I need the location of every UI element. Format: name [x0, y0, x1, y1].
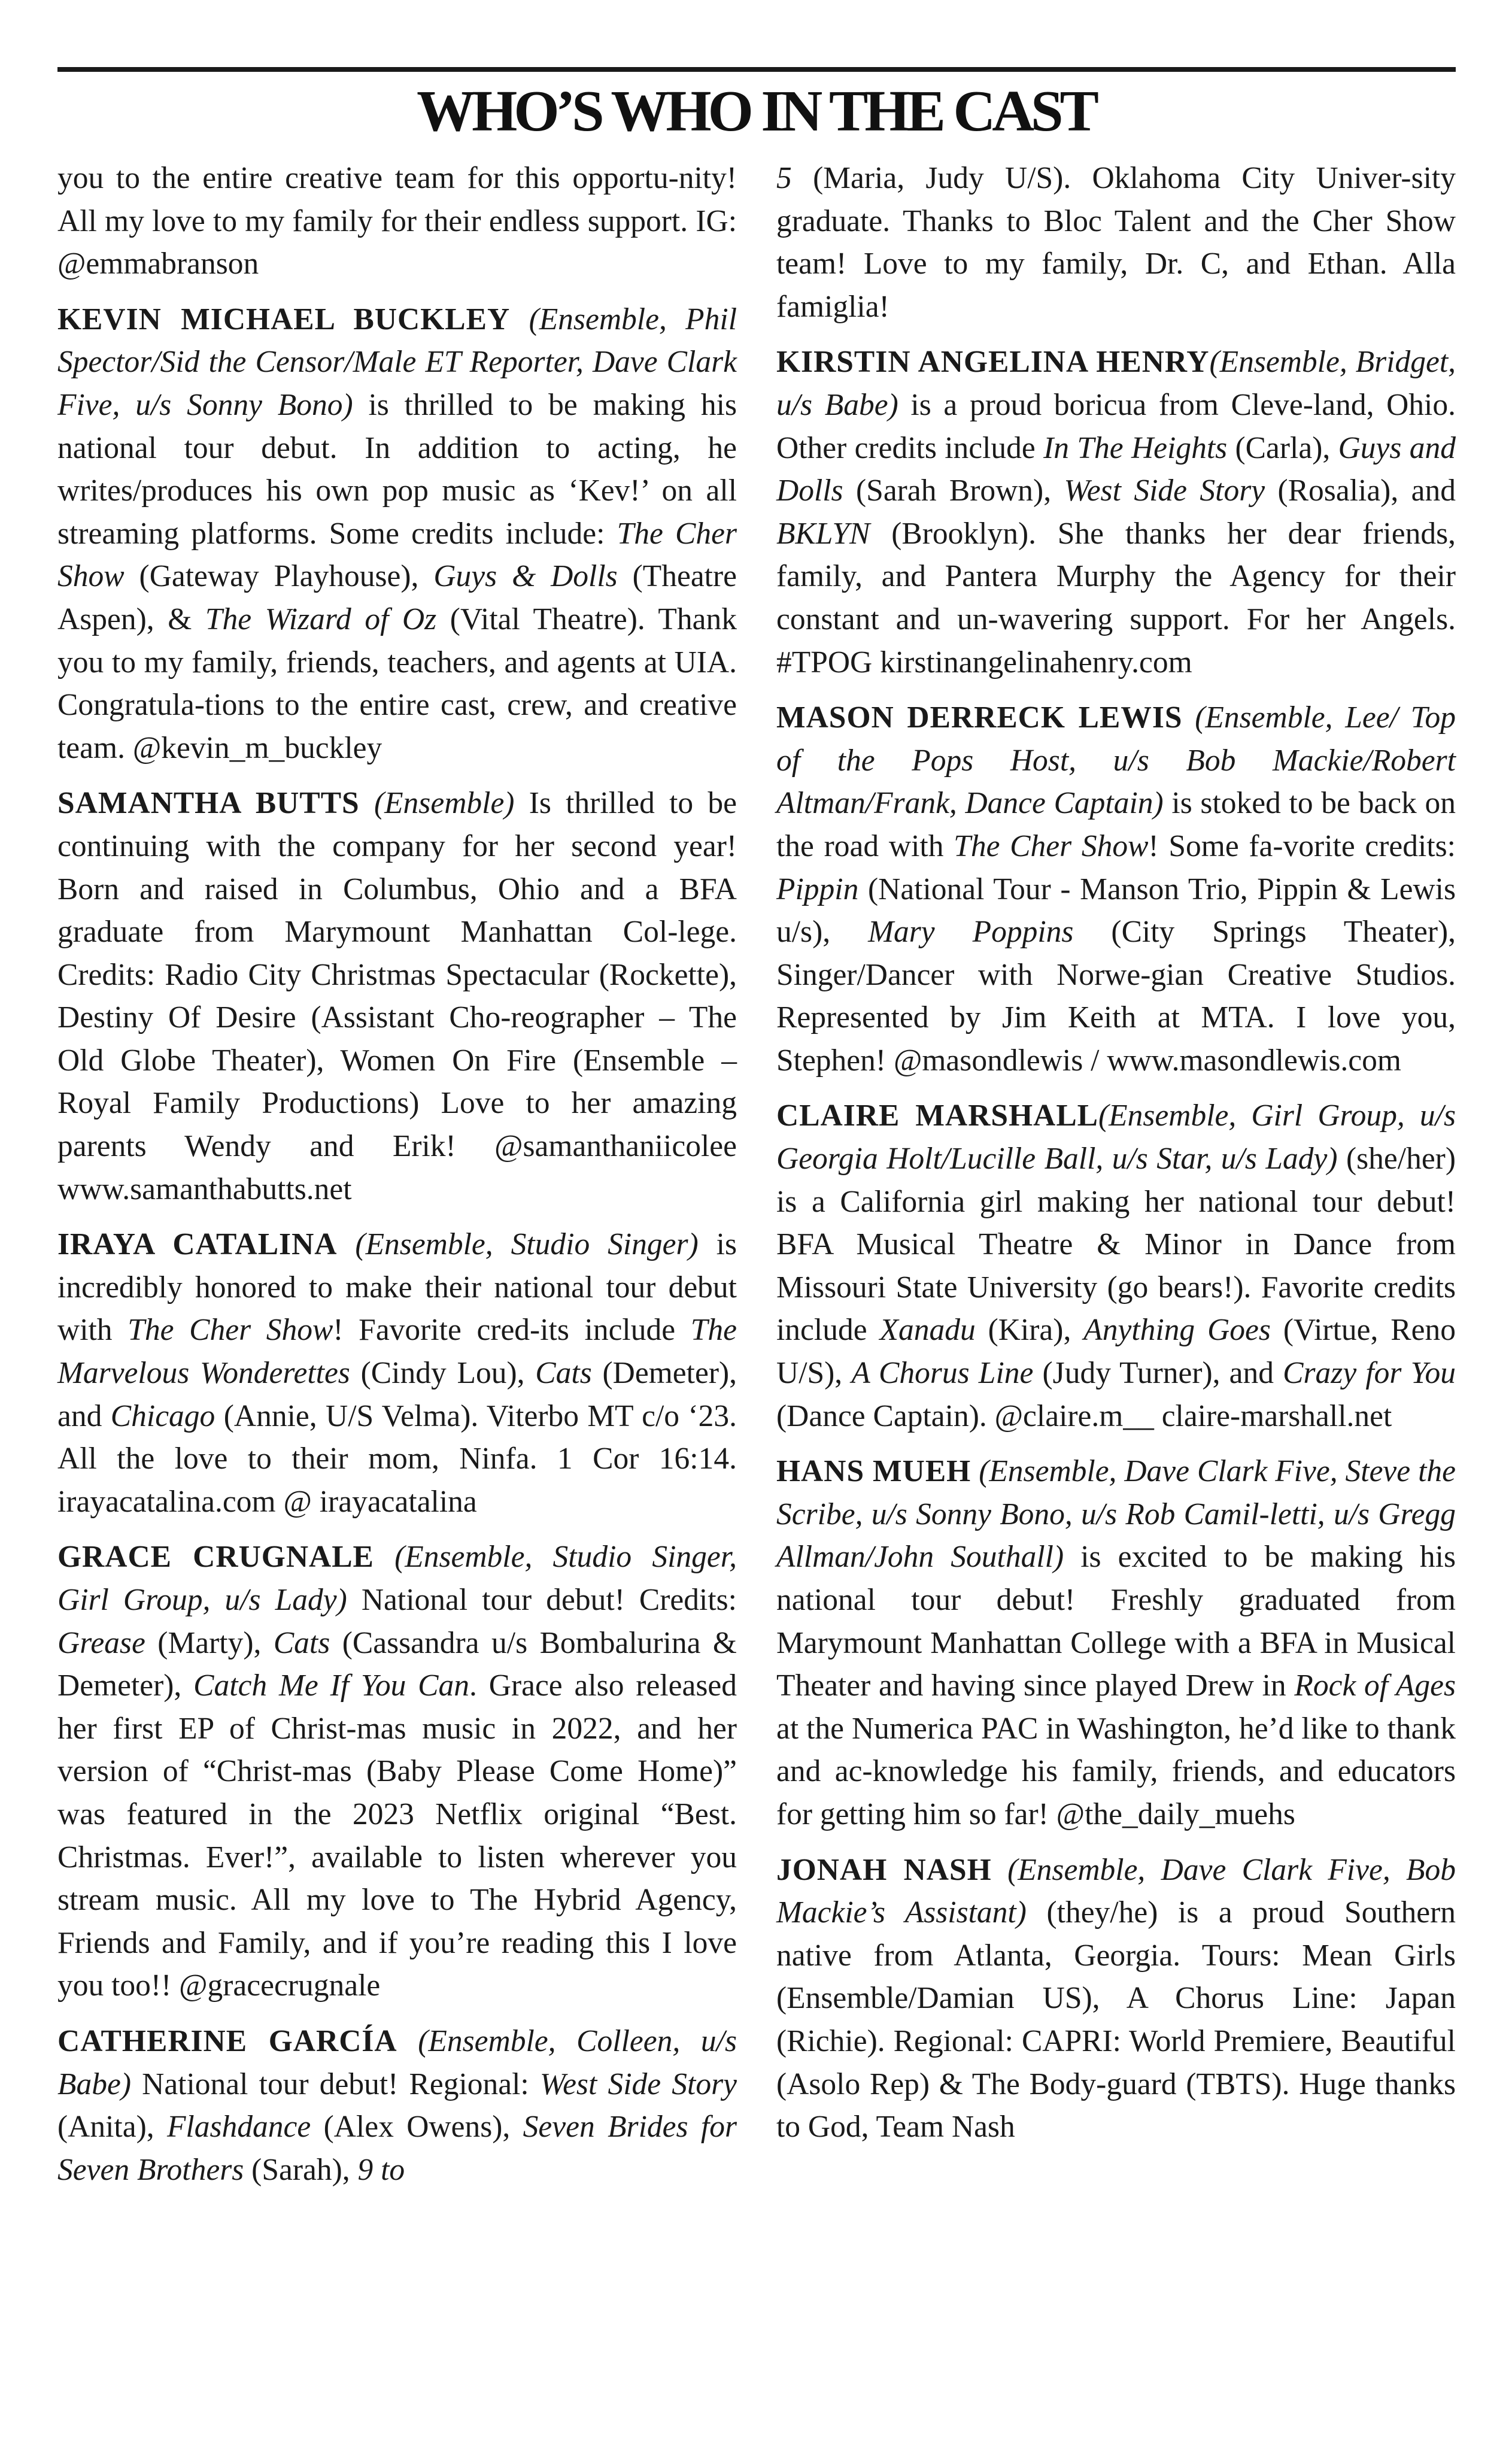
bio-hans-mueh: HANS MUEH (Ensemble, Dave Clark Five, Steve the Scribe, u/s Sonny Bono, u/s Rob Camil-letti, u/s Gregg Allman/John Southall) is excited to be making his national tour debut! Freshly graduated from Marymount Manhattan College with a BFA in Musical Theater and having since played Drew in Rock of Ages at the Numerica PAC in Washington, he’d like to thank and ac-knowledge his family, friends, and educators for getting him so far! @the_daily_muehs [776, 1454, 1456, 1831]
show-title: Flashdance [166, 2110, 311, 2144]
show-title: Guys & Dolls [433, 559, 618, 594]
show-title: Cats [273, 1625, 330, 1660]
show-title: A Chorus Line [851, 1356, 1034, 1391]
bio-samantha-butts: SAMANTHA BUTTS (Ensemble) Is thrilled to be continuing with the company for her second year! Born and raised in Columbus, Ohio and a BFA graduate from Marymount Manhattan Col-lege. Credits: Radio City Christmas Spectacular (Rockette), Destiny Of Desire (Assistant Cho-reographer – The Old Globe Theater), Women On Fire (Ensemble – Royal Family Productions) Love to her amazing parents Wendy and Erik! @samanthaniicolee www.samanthabutts.net [57, 786, 737, 1206]
show-title: Mary Poppins [868, 915, 1074, 950]
bio-jonah-nash: JONAH NASH (Ensemble, Dave Clark Five, Bob Mackie’s Assistant) (they/he) is a proud Southern native from Atlanta, Georgia. Tours: Mean Girls (Ensemble/Damian US), A Chorus Line: Japan (Richie). Regional: CAPRI: World Premiere, Beautiful (Asolo Rep) & The Body-guard (TBTS). Huge thanks to God, Team Nash [776, 1852, 1456, 2144]
cast-role: (Ensemble, Bridget, u/s Babe) [776, 345, 1456, 422]
top-rule [57, 67, 1456, 72]
cast-name: KIRSTIN ANGELINA HENRY [776, 345, 1210, 380]
cast-role: (Ensemble, Phil Spector/Sid the Censor/Male ET Reporter, Dave Clark Five, u/s Sonny Bono) [57, 302, 737, 422]
cast-name: CLAIRE MARSHALL [776, 1099, 1099, 1133]
cast-name: IRAYA CATALINA [57, 1227, 338, 1262]
right-column [776, 157, 1456, 2161]
show-title: Grease [57, 1625, 145, 1660]
show-title: The Marvelous Wonderettes [57, 1313, 737, 1391]
cast-role: (Ensemble, Colleen, u/s Babe) [57, 2024, 737, 2101]
show-title: BKLYN [776, 516, 870, 551]
bio-continuation: you to the entire creative team for this opportu-nity! All my love to my family for their endless support. IG: @emmabranson [57, 161, 737, 281]
cast-role: (Ensemble, Studio Singer, Girl Group, u/s Lady) [57, 1540, 737, 1617]
show-title: 9 to [357, 2152, 405, 2187]
show-title: Crazy for You [1283, 1356, 1456, 1391]
bio-mason-lewis: MASON DERRECK LEWIS (Ensemble, Lee/ Top of the Pops Host, u/s Bob Mackie/Robert Altman/Frank, Dance Captain) is stoked to be back on the road with The Cher Show! Some fa-vorite credits: Pippin (National Tour - Manson Trio, Pippin & Lewis u/s), Mary Poppins (City Springs Theater), Singer/Dancer with Norwe-gian Creative Studios. Represented by Jim Keith at MTA. I love you, Stephen! @masondlewis / www.masondlewis.com [776, 700, 1456, 1078]
show-title: West Side Story [1064, 474, 1265, 508]
cast-name: CATHERINE GARCÍA [57, 2024, 397, 2058]
show-title: Chicago [110, 1399, 215, 1433]
show-title: The Cher Show [127, 1313, 333, 1348]
cast-name: SAMANTHA BUTTS [57, 786, 360, 821]
cast-name: JONAH NASH [776, 1852, 992, 1887]
cast-name: GRACE CRUGNALE [57, 1540, 374, 1575]
show-title: Seven Brides for Seven Brothers [57, 2110, 737, 2187]
bio-claire-marshall: CLAIRE MARSHALL(Ensemble, Girl Group, u/s Georgia Holt/Lucille Ball, u/s Star, u/s Lady) (she/her) is a California girl making her national tour debut! BFA Musical Theatre & Minor in Dance from Missouri State University (go bears!). Favorite credits include Xanadu (Kira), Anything Goes (Virtue, Reno U/S), A Chorus Line (Judy Turner), and Crazy for You (Dance Captain). @claire.m__ claire-marshall.net [776, 1099, 1456, 1433]
cast-name: MASON DERRECK LEWIS [776, 700, 1183, 735]
cast-name: HANS MUEH [776, 1454, 971, 1489]
show-title: Catch Me If You Can [193, 1669, 470, 1703]
bio-kirstin-henry: KIRSTIN ANGELINA HENRY(Ensemble, Bridget, u/s Babe) is a proud boricua from Cleve-land, Ohio. Other credits include In The Heights (Carla), Guys and Dolls (Sarah Brown), West Side Story (Rosalia), and BKLYN (Brooklyn). She thanks her dear friends, family, and Pantera Murphy the Agency for their constant and un-wavering support. For her Angels. #TPOG kirstinangelinahenry.com [776, 345, 1456, 679]
cast-role: (Ensemble) [374, 786, 515, 821]
cast-role: (Ensemble, Studio Singer) [355, 1227, 699, 1262]
show-title: Guys and Dolls [776, 430, 1456, 508]
bio-grace-crugnale: GRACE CRUGNALE (Ensemble, Studio Singer, Girl Group, u/s Lady) National tour debut! Credits: Grease (Marty), Cats (Cassandra u/s Bombalurina & Demeter), Catch Me If You Can. Grace also released her first EP of Christ-mas music in 2022, and her version of “Christ-mas (Baby Please Come Home)” was featured in the 2023 Netflix original “Best. Christmas. Ever!”, available to listen wherever you stream music. All my love to The Hybrid Agency, Friends and Family, and if you’re reading this I love you too!! @gracecrugnale [57, 1540, 737, 2003]
cast-role: (Ensemble, Lee/ Top of the Pops Host, u/s Bob Mackie/Robert Altman/Frank, Dance Captain) [776, 700, 1456, 821]
left-column [57, 157, 737, 2204]
show-title: 5 [776, 161, 792, 195]
show-title: Xanadu [879, 1313, 976, 1348]
page-title: WHO’S WHO IN THE CAST [417, 79, 1095, 144]
bio-kevin-buckley: KEVIN MICHAEL BUCKLEY (Ensemble, Phil Spector/Sid the Censor/Male ET Reporter, Dave Clark Five, u/s Sonny Bono) is thrilled to be making his national tour debut. In addition to acting, he writes/produces his own pop music as ‘Kev!’ on all streaming platforms. Some credits include: The Cher Show (Gateway Playhouse), Guys & Dolls (Theatre Aspen), & The Wizard of Oz (Vital Theatre). Thank you to my family, friends, teachers, and agents at UIA. Congratula-tions to the entire cast, crew, and creative team. @kevin_m_buckley [57, 302, 737, 765]
bio-catherine-garcia-continued: 5 (Maria, Judy U/S). Oklahoma City Univer-sity graduate. Thanks to Bloc Talent and the Cher Show team! Love to my family, Dr. C, and Ethan. Alla famiglia! [776, 161, 1456, 324]
show-title: The Cher Show [57, 516, 737, 594]
show-title: The Wizard of Oz [205, 602, 437, 636]
show-title: Anything Goes [1083, 1313, 1271, 1348]
show-title: Cats [535, 1356, 592, 1391]
cast-role: (Ensemble, Girl Group, u/s Georgia Holt/Lucille Ball, u/s Star, u/s Lady) [776, 1099, 1456, 1176]
bio-iraya-catalina: IRAYA CATALINA (Ensemble, Studio Singer) is incredibly honored to make their national tour debut with The Cher Show! Favorite cred-its include The Marvelous Wonderettes (Cindy Lou), Cats (Demeter), and Chicago (Annie, U/S Velma). Viterbo MT c/o ‘23. All the love to their mom, Ninfa. 1 Cor 16:14. irayacatalina.com @ irayacatalina [57, 1227, 737, 1519]
show-title: Rock of Ages [1294, 1669, 1456, 1703]
bio-catherine-garcia: CATHERINE GARCÍA (Ensemble, Colleen, u/s Babe) National tour debut! Regional: West Side Story (Anita), Flashdance (Alex Owens), Seven Brides for Seven Brothers (Sarah), 9 to [57, 2024, 737, 2187]
cast-role: (Ensemble, Dave Clark Five, Bob Mackie’s Assistant) [776, 1852, 1456, 1930]
show-title: West Side Story [539, 2067, 737, 2101]
show-title: Pippin [776, 872, 859, 906]
show-title: In The Heights [1043, 430, 1228, 465]
cast-role: (Ensemble, Dave Clark Five, Steve the Scribe, u/s Sonny Bono, u/s Rob Camil-letti, u/s Gregg Allman/John Southall) [776, 1454, 1456, 1575]
show-title: The Cher Show [954, 829, 1149, 863]
cast-name: KEVIN MICHAEL BUCKLEY [57, 302, 511, 336]
